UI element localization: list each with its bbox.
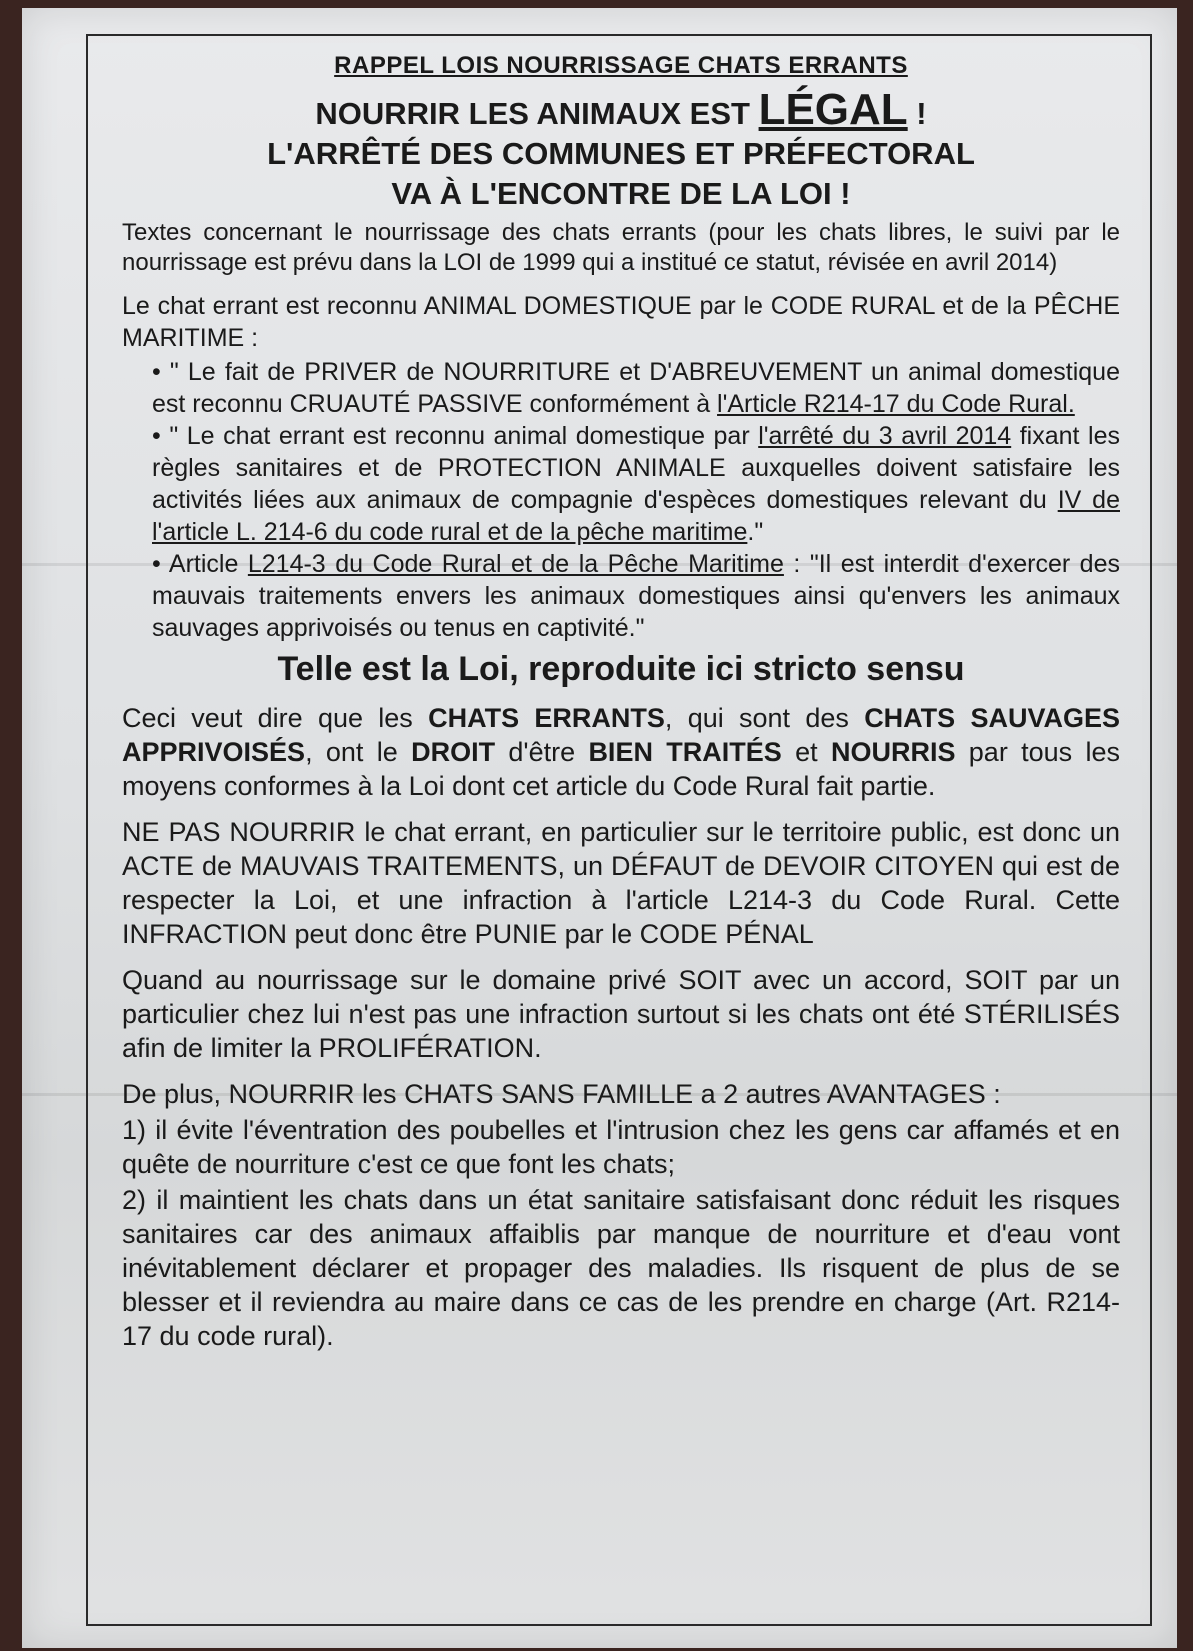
rights-bold-2: CHATS SAUVAGES APPRIVOISÉS — [122, 703, 1121, 767]
title-line-1-text: NOURRIR LES ANIMAUX EST — [315, 96, 750, 131]
law-maxim: Telle est la Loi, reproduite ici stricto sensu — [277, 650, 965, 688]
law-bullet-2-text-c: ." — [747, 518, 764, 546]
law-bullet-1 — [152, 356, 1120, 420]
law-bullet-2-reference-b: IV de l'article L. 214-6 du code rural et de la pêche maritime — [152, 486, 1120, 546]
offence-paragraph: NE PAS NOURRIR le chat errant, en particulier sur le territoire public, est donc un ACTE de MAUVAIS TRAITEMENTS, un DÉFAUT de DEVOIR CITOYEN qui est de respecter la Loi, et une infraction à l'article L214-3 du Code Rural. Cette INFRACTION peut donc être PUNIE par le CODE PÉNAL — [122, 817, 1120, 949]
rural-code-paragraph: Le chat errant est reconnu ANIMAL DOMESTIQUE par le CODE RURAL et de la PÊCHE MARITIME : — [122, 292, 1120, 352]
law-bullet-3-text-b: : "Il est interdit d'exercer des mauvais traitements envers les animaux domestiques ainsi qu'envers les animaux sauvages apprivoisés ou tenus en captivité." — [152, 550, 1120, 642]
title-line-1-end: ! — [907, 96, 927, 131]
title-line-2: L'ARRÊTÉ DES COMMUNES ET PRÉFECTORAL — [267, 136, 975, 171]
intro-paragraph: Textes concernant le nourrissage des chats errants (pour les chats libres, le suivi par le nourrissage est prévu dans la LOI de 1999 qui a institué ce statut, révisée en avril 2014) — [122, 219, 1120, 276]
rights-text-d: , ont le — [305, 737, 412, 767]
law-bullet-3 — [152, 548, 1120, 644]
rights-text-e: d'être — [495, 737, 589, 767]
advantage-1: 1) il évite l'éventration des poubelles et l'intrusion chez les gens car affamés et en quête de nourriture c'est ce que font les chats; — [122, 1115, 1120, 1179]
law-bullets-list — [122, 356, 1120, 644]
rights-text-c: , qui sont des — [664, 703, 865, 733]
rights-text-a: Ceci veut dire que les — [122, 703, 429, 733]
rights-text-f: et — [781, 737, 831, 767]
rights-bold-3: DROIT — [411, 737, 496, 767]
law-bullet-2 — [152, 420, 1120, 548]
document-frame — [86, 34, 1152, 1626]
law-bullet-2-reference-a: l'arrêté du 3 avril 2014 — [758, 422, 1012, 450]
law-bullet-2-text-a: " Le chat errant est reconnu animal domestique par — [169, 422, 759, 450]
title-line-3: VA À L'ENCONTRE DE LA LOI ! — [391, 176, 851, 211]
law-bullet-1-reference: l'Article R214-17 du Code Rural. — [717, 390, 1075, 418]
title-emphasis: LÉGAL — [758, 85, 908, 134]
paper-sheet — [22, 8, 1177, 1648]
advantages-paragraph: De plus, NOURRIR les CHATS SANS FAMILLE a 2 autres AVANTAGES : — [122, 1079, 1001, 1109]
document-heading: RAPPEL LOIS NOURRISSAGE CHATS ERRANTS — [334, 52, 908, 79]
rights-paragraph — [122, 701, 1120, 803]
private-domain-paragraph: Quand au nourrissage sur le domaine privé SOIT avec un accord, SOIT par un particulier chez lui n'est pas une infraction surtout si les chats ont été STÉRILISÉS afin de limiter la PROLIFÉRATION. — [122, 965, 1120, 1063]
rights-bold-1: CHATS ERRANTS — [428, 703, 665, 733]
title-line-1 — [122, 85, 1120, 134]
rights-bold-4: BIEN TRAITÉS — [588, 737, 782, 767]
law-bullet-1-text: " Le fait de PRIVER de NOURRITURE et D'ABREUVEMENT un animal domestique est reconnu CRUAUTÉ PASSIVE conformément à — [152, 358, 1120, 418]
rights-text-g: par tous les moyens conformes à la Loi dont cet article du Code Rural fait partie. — [122, 737, 1121, 801]
law-bullet-2-text-b: fixant les règles sanitaires et de PROTECTION ANIMALE auxquelles doivent satisfaire les activités liées aux animaux de compagnie d'espèces domestiques relevant du — [152, 422, 1120, 514]
rights-bold-5: NOURRIS — [830, 737, 956, 767]
advantage-2: 2) il maintient les chats dans un état sanitaire satisfaisant donc réduit les risques sanitaires car des animaux affaiblis par manque de nourriture et d'eau vont inévitablement déclarer et propager des maladies. Ils risquent de plus de se blesser et il reviendra au maire dans ce cas de les prendre en charge (Art. R214-17 du code rural). — [122, 1185, 1120, 1351]
law-bullet-3-reference: L214-3 du Code Rural et de la Pêche Maritime — [247, 550, 784, 578]
law-bullet-3-text-a: Article — [168, 550, 248, 578]
